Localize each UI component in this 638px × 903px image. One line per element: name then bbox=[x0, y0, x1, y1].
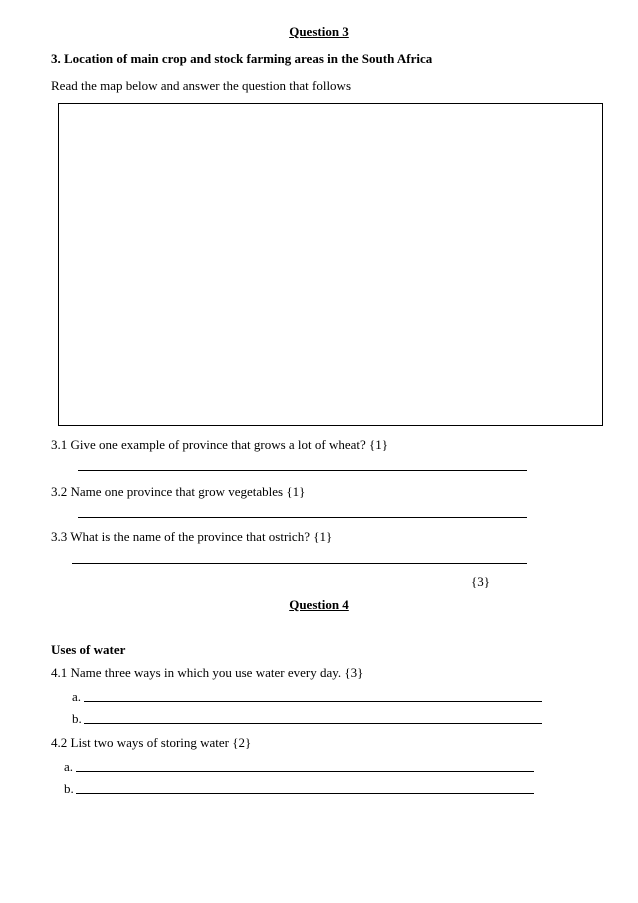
question-3-3: 3.3 What is the name of the province that ostrich? {1} bbox=[51, 529, 333, 544]
question-4-subheading: Uses of water bbox=[51, 642, 126, 657]
question-3-1: 3.1 Give one example of province that grows a lot of wheat? {1} bbox=[51, 437, 389, 452]
map-frame bbox=[58, 103, 603, 426]
question-3-heading: Question 3 bbox=[289, 24, 349, 39]
question-4-2: 4.2 List two ways of storing water {2} bbox=[51, 735, 252, 750]
answer-line-4-2-b[interactable] bbox=[76, 793, 534, 794]
answer-label-4-1-a: a. bbox=[72, 689, 82, 704]
answer-line-3-3[interactable] bbox=[72, 563, 527, 564]
question-4-heading: Question 4 bbox=[289, 597, 349, 612]
answer-label-4-1-b: b. bbox=[72, 711, 82, 726]
question-3-title: 3. Location of main crop and stock farming areas in the South Africa bbox=[51, 51, 433, 66]
answer-label-4-2-b: b. bbox=[64, 781, 74, 796]
answer-label-4-2-a: a. bbox=[64, 759, 74, 774]
question-3-2: 3.2 Name one province that grow vegetables {1} bbox=[51, 484, 306, 499]
question-3-instruction: Read the map below and answer the question that follows bbox=[51, 78, 352, 93]
answer-line-4-1-b[interactable] bbox=[84, 723, 542, 724]
answer-line-3-2[interactable] bbox=[78, 517, 527, 518]
question-3-total-marks: {3} bbox=[471, 574, 490, 589]
question-4-1: 4.1 Name three ways in which you use water every day. {3} bbox=[51, 665, 364, 680]
answer-line-3-1[interactable] bbox=[78, 470, 527, 471]
answer-line-4-1-a[interactable] bbox=[84, 701, 542, 702]
answer-line-4-2-a[interactable] bbox=[76, 771, 534, 772]
